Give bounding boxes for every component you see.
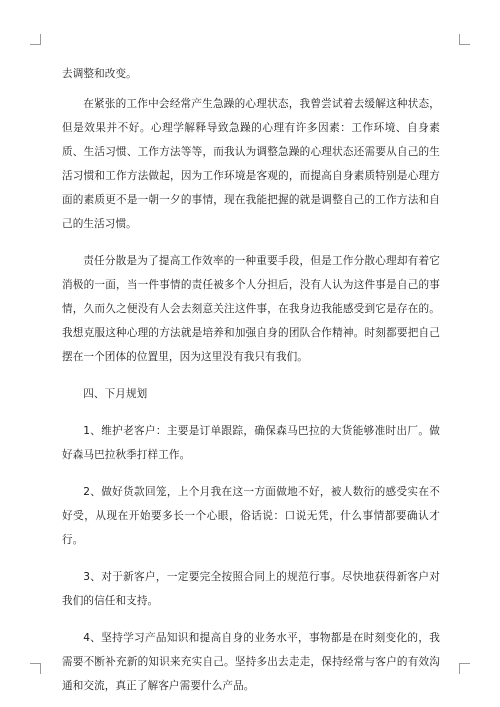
- plan-item-4: 4、坚持学习产品知识和提高自身的业务水平，事物都是在时刻变化的，我需要不断补充新的知识来充实自己。坚持多出去走走，保持经常与客户的有效沟通和交流，真正了解客户需要什么产品。: [62, 632, 440, 692]
- paragraph-continuation: 去调整和改变。: [62, 68, 137, 80]
- crop-mark-top-right: [459, 34, 470, 45]
- crop-mark-top-left: [30, 34, 41, 45]
- section-heading-next-month-plan: 四、下月规划: [83, 388, 148, 400]
- paragraph-impatience: 在紧张的工作中会经常产生急躁的心理状态，我曾尝试着去缓解这种状态，但是效果并不好。心理学解释导致急躁的心理有许多因素：工作环境、自身素质、生活习惯、工作方法等等，而我认为调整急躁的心理状态还需要从自己的生活习惯和工作方法做起，因为工作环境是客观的，而提高自身素质特别是心理方面的素质更不是一朝一夕的事情，现在我能把握的就是调整自己的工作方法和自己的生活习惯。: [62, 98, 440, 230]
- crop-mark-bottom-left: [30, 663, 41, 674]
- plan-item-3: 3、对于新客户，一定要完全按照合同上的规范行事。尽快地获得新客户对我们的信任和支持。: [62, 571, 440, 607]
- plan-item-1: 1、维护老客户：主要是订单跟踪，确保森马巴拉的大货能够准时出厂。做好森马巴拉秋季打样工作。: [62, 425, 440, 461]
- plan-item-2: 2、做好货款回笼，上个月我在这一方面做地不好，被人数衍的感受实在不好受，从现在开始要多长一个心眼，俗话说：口说无凭，什么事情都要确认才行。: [62, 486, 440, 546]
- crop-mark-bottom-right: [459, 663, 470, 674]
- document-body: [62, 62, 440, 698]
- paragraph-responsibility: 责任分散是为了提高工作效率的一种重要手段，但是工作分散心理却有着它消极的一面，当一件事情的责任被多个人分担后，没有人认为这件事是自己的事情，久而久之便没有人会去刻意关注这件事，在我身边我能感受到它是存在的。我想克服这种心理的方法就是培养和加强自身的团队合作精神。时刻都要把自己摆在一个团体的位置里，因为这里没有我只有我们。: [62, 255, 440, 363]
